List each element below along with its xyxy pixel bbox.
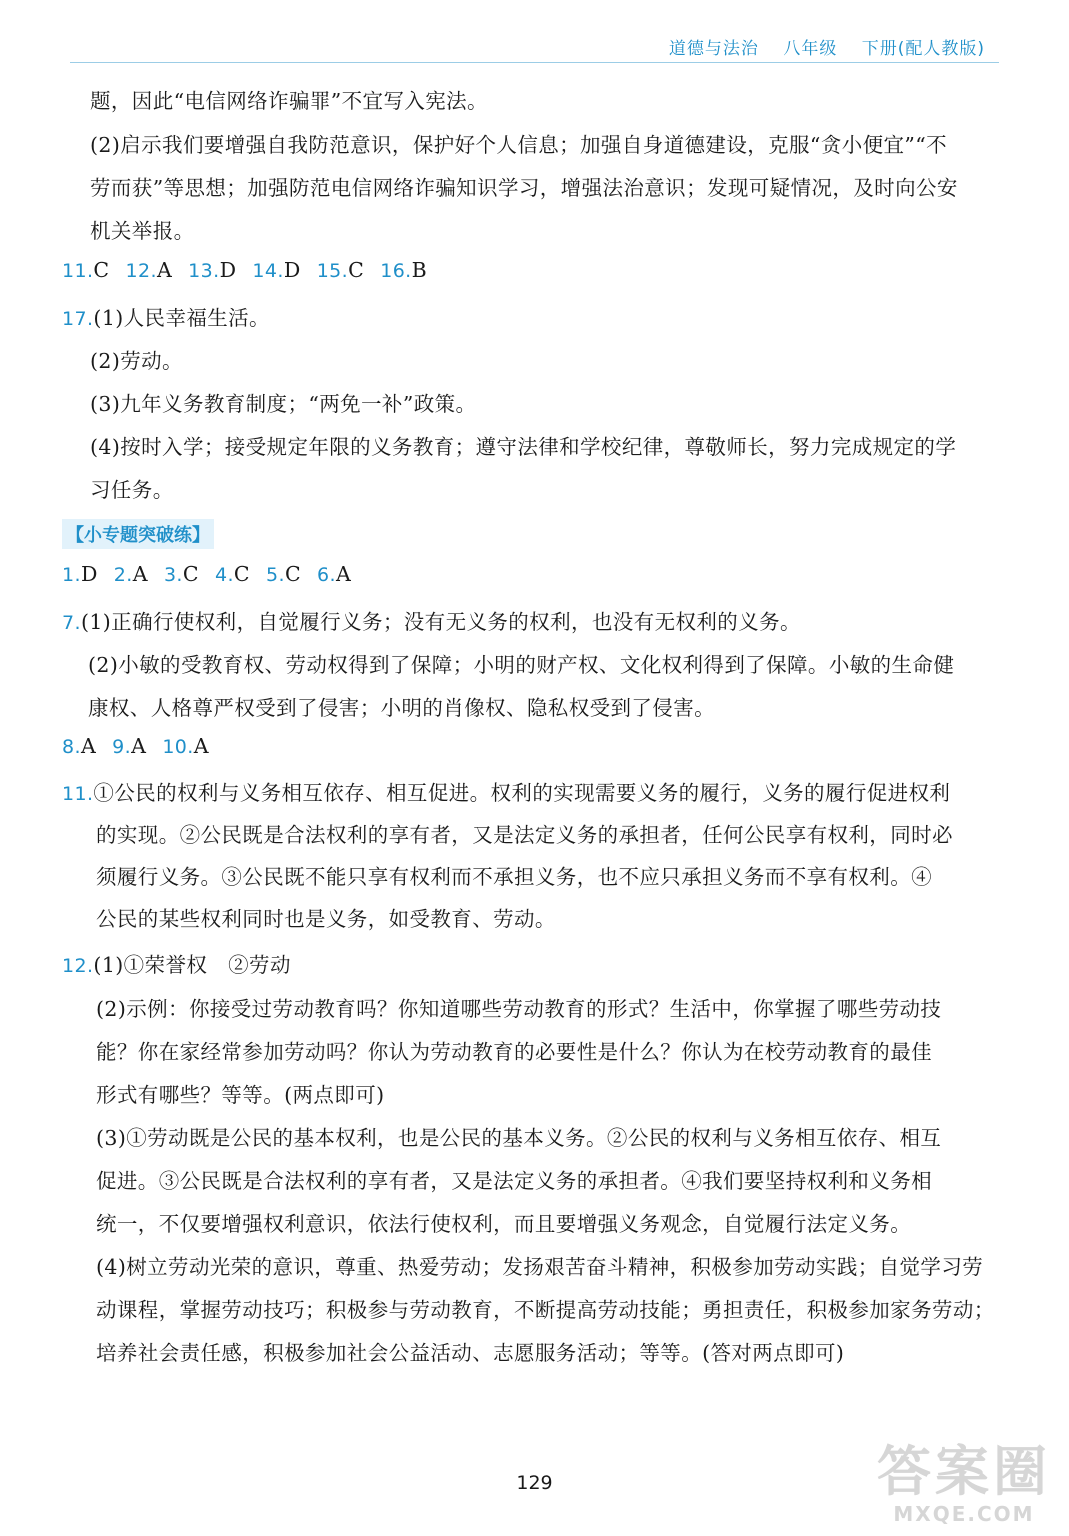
answer-letter: A [132,562,148,586]
answer-row [62,734,225,758]
text-line [90,344,183,374]
question-number: 13. [188,260,220,282]
line-text: (2)小敏的受教育权、劳动权得到了保障；小明的财产权、文化权利得到了保障。小敏的生命健 [88,653,955,677]
text-line [96,1336,844,1366]
question-number: 6. [317,564,336,586]
answer-letter: A [156,258,173,282]
answer-letter: A [80,734,97,758]
question-number: 17. [62,308,94,330]
answer-letter: A [335,562,352,586]
header-volume: 下册(配人教版) [861,39,985,59]
line-text: (1)①荣誉权 ②劳动 [93,953,291,977]
text-line [96,1250,983,1280]
text-line [96,1078,385,1108]
answer-item [114,562,148,586]
answer-letter: C [348,258,365,282]
question-number: 9. [112,736,132,758]
watermark-logo [877,1442,1051,1526]
text-line [62,605,801,635]
answer-letter: C [284,562,302,586]
answer-letter: C [182,562,199,586]
answer-item [380,258,427,282]
question-number: 10. [162,736,194,758]
answer-letter: C [93,258,110,282]
line-text: 习任务。 [90,478,174,502]
line-text: (2)启示我们要增强自我防范意识，保护好个人信息；加强自身道德建设，克服“贪小便宜”“不 [90,133,948,157]
answer-item [112,734,146,758]
text-line [96,1207,911,1237]
line-text: 统一，不仅要增强权利意识，依法行使权利，而且要增强义务观念，自觉履行法定义务。 [96,1212,912,1236]
question-number: 15. [316,260,349,282]
text-line [90,387,476,417]
line-text: 机关举报。 [90,219,195,243]
running-header [651,34,985,59]
line-text: 促进。③公民既是合法权利的享有者，又是法定义务的承担者。④我们要坚持权利和义务相 [96,1169,932,1193]
line-text: 题，因此“电信网络诈骗罪”不宜写入宪法。 [90,89,488,113]
line-text: ①公民的权利与义务相互依存、相互促进。权利的实现需要义务的履行，义务的履行促进权利 [93,781,951,805]
line-text: 能？你在家经常参加劳动吗？你认为劳动教育的必要性是什么？你认为在校劳动教育的最佳 [96,1040,932,1064]
text-line [96,992,941,1022]
line-text: 劳而获”等思想；加强防范电信网络诈骗知识学习，增强法治意识；发现可疑情况，及时向公安 [90,176,958,200]
text-line [90,430,956,460]
text-line [62,776,950,806]
question-number: 4. [214,564,234,586]
question-number: 12. [125,260,157,282]
text-line [62,301,270,331]
answer-letter: D [283,258,301,282]
question-number: 16. [380,260,412,282]
answer-letter: A [193,734,209,758]
answer-item [215,562,250,586]
text-line [88,648,954,678]
line-text: 公民的某些权利同时也是义务，如受教育、劳动。 [96,907,556,931]
question-number: 12. [62,955,94,977]
line-text: (1)人民幸福生活。 [93,306,270,330]
text-line [90,84,488,114]
answer-item [62,734,96,758]
line-text: 形式有哪些？等等。(两点即可) [96,1083,385,1107]
text-line [90,171,958,201]
text-line [96,902,556,932]
line-text: 康权、人格尊严权受到了侵害；小明的肖像权、隐私权受到了侵害。 [88,696,715,720]
text-line [90,473,174,503]
text-line [96,1164,932,1194]
answer-item [126,258,173,282]
text-line [96,860,932,890]
header-subject: 道德与法治 [668,39,759,59]
page-number: 129 [516,1472,553,1494]
answer-item [164,562,199,586]
text-line [62,948,291,978]
answer-item [252,258,300,282]
watermark-title: 答案圈 [877,1440,1051,1503]
answer-letter: C [233,562,250,586]
text-line [96,1035,932,1065]
text-line [88,691,715,721]
line-text: 须履行义务。③公民既不能只享有权利而不承担义务，也不应只承担义务而不享有权利。④ [96,865,932,889]
answer-item [317,258,365,282]
question-number: 11. [62,260,94,282]
answer-letter: A [131,734,147,758]
answer-item [266,562,301,586]
text-line [96,1121,941,1151]
line-text: 的实现。②公民既是合法权利的享有者，又是法定义务的承担者，任何公民享有权利，同时必 [96,823,953,847]
answer-item [62,258,110,282]
watermark-url: MXQE.COM [893,1502,1035,1526]
question-number: 7. [62,612,81,634]
text-line [96,1293,995,1323]
text-line [96,818,953,848]
text-line [90,128,947,158]
line-text: (3)①劳动既是公民的基本权利，也是公民的基本义务。②公民的权利与义务相互依存、相互 [96,1126,942,1150]
answer-item [317,562,351,586]
question-number: 3. [163,564,183,586]
line-text: 培养社会责任感，积极参加社会公益活动、志愿服务活动；等等。(答对两点即可) [96,1341,845,1365]
question-number: 2. [113,564,133,586]
question-number: 5. [266,564,285,586]
line-text: 动课程，掌握劳动技巧；积极参与劳动教育，不断提高劳动技能；勇担责任，积极参加家务劳动； [96,1298,995,1322]
line-text: (3)九年义务教育制度；“两免一补”政策。 [90,392,477,416]
header-divider [70,62,999,63]
answer-letter: B [411,258,428,282]
question-number: 11. [62,783,94,805]
answer-item [188,258,236,282]
question-number: 14. [252,260,284,282]
line-text: (1)正确行使权利，自觉履行义务；没有无义务的权利，也没有无权利的义务。 [80,610,801,634]
question-number: 8. [62,736,81,758]
line-text: (4)按时入学；接受规定年限的义务教育；遵守法律和学校纪律，尊敬师长，努力完成规定的学 [90,435,957,459]
text-line [90,214,195,244]
answer-row [62,562,367,586]
header-grade: 八年级 [783,39,838,59]
answer-letter: D [80,562,98,586]
section-title: 【小专题突破练】 [62,519,214,549]
line-text: (4)树立劳动光荣的意识，尊重、热爱劳动；发扬艰苦奋斗精神，积极参加劳动实践；自觉学习劳 [96,1255,984,1279]
answer-item [162,734,209,758]
answer-row [62,258,443,282]
question-number: 1. [62,564,81,586]
answer-letter: D [219,258,237,282]
answer-item [62,562,98,586]
line-text: (2)示例：你接受过劳动教育吗？你知道哪些劳动教育的形式？生活中，你掌握了哪些劳动技 [96,997,942,1021]
line-text: (2)劳动。 [90,349,183,373]
